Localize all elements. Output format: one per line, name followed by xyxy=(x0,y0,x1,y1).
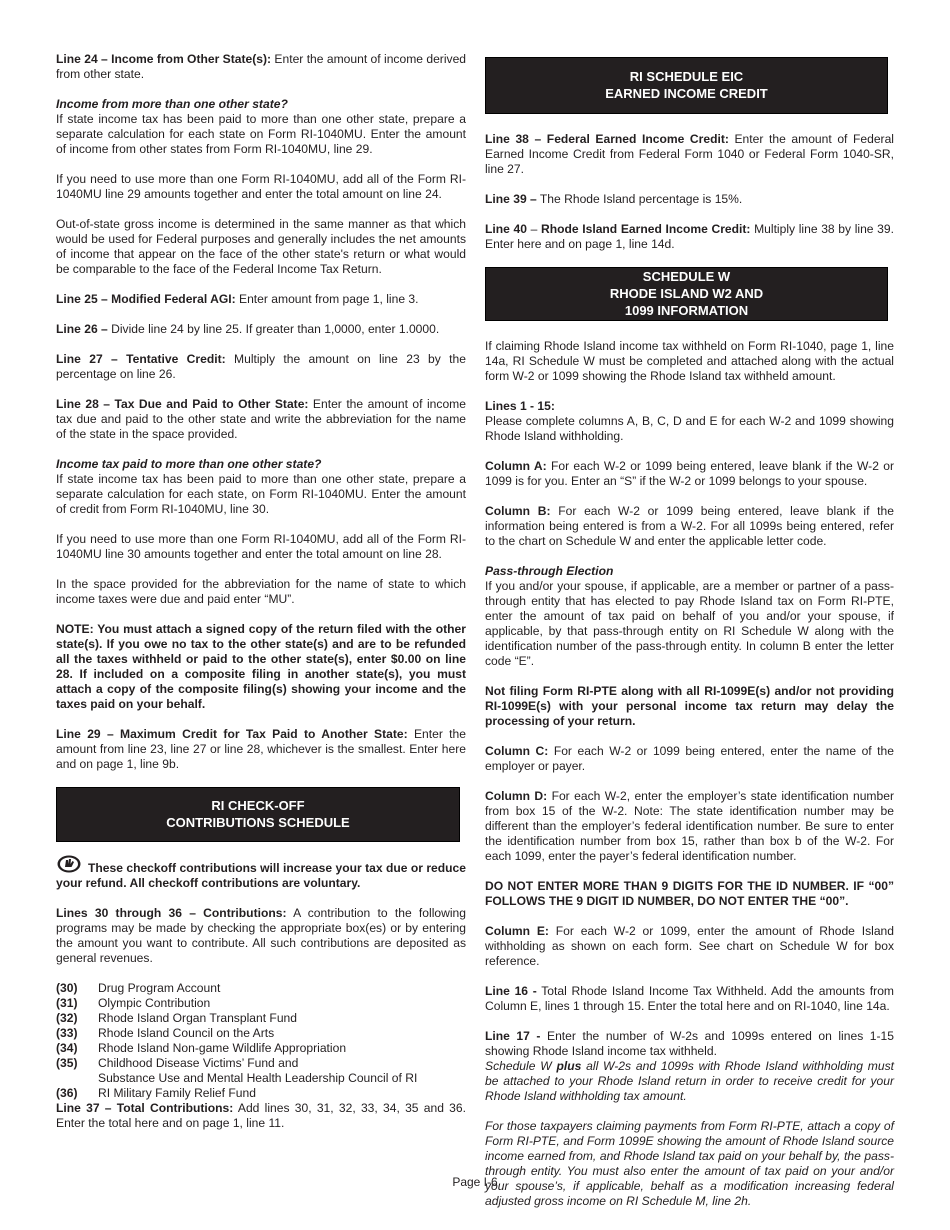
pte-warning-paragraph: Not filing Form RI-PTE along with all RI-1099E(s) and/or not providing RI-1099E(s) with your personal income tax return may delay the processing of your return. xyxy=(485,684,894,728)
list-item: (36) RI Military Family Relief Fund xyxy=(56,1086,256,1100)
line40-paragraph: Line 40 – Rhode Island Earned Income Credit: Multiply line 38 by line 39. Enter here and on page 1, line 14d. xyxy=(485,222,894,251)
list-item: (31) Olympic Contribution xyxy=(56,996,211,1010)
multi-form-line24-paragraph: If you need to use more than one Form RI-1040MU, add all of the Form RI-1040MU line 29 amounts together and enter the total amount on line 24. xyxy=(56,172,466,201)
note-paragraph: NOTE: You must attach a signed copy of the return filed with the other state(s). If you owe no tax to the other state(s) and are to be refunded all the taxes withheld or paid to the other state(s), enter $0.00 on line 28. If included on a composite filing in another state(s), you must attach a copy of the composite filing(s) showing your income and the taxes paid on your behalf. xyxy=(56,622,466,711)
list-item: (35) Childhood Disease Victims’ Fund and xyxy=(56,1056,299,1070)
contributions-list xyxy=(56,981,466,1101)
pass-through-paragraph: Pass-through Election If you and/or your spouse, if applicable, are a member or partner of a pass-through entity that has elected to pay Rhode Island tax on Form RI-PTE, enter the amount of tax paid on behalf of you and/or your spouse, if applicable, by that pass-through entity on RI Schedule W along with the identification number of the pass-through entity. In column B enter the letter code “E”. xyxy=(485,564,894,668)
line17-paragraph: Line 17 - Enter the number of W-2s and 1099s entered on lines 1-15 showing Rhode Island income tax withheld. Schedule W plus all W-2s and 1099s with Rhode Island withholding must be attached to your Rhode Island return in order to receive credit for your Rhode Island withholding tax amount. xyxy=(485,1029,894,1103)
line25-paragraph: Line 25 – Modified Federal AGI: Enter amount from page 1, line 3. xyxy=(56,292,419,306)
line24-paragraph: Line 24 – Income from Other State(s): Enter the amount of income derived from other state. xyxy=(56,52,467,81)
line26-paragraph: Line 26 – Divide line 24 by line 25. If greater than 1,0000, enter 1.0000. xyxy=(56,322,440,336)
line37-paragraph: Line 37 – Total Contributions: Add lines 30, 31, 32, 33, 34, 35 and 36. Enter the total here and on page 1, line 11. xyxy=(56,1101,466,1130)
warning-hand-icon xyxy=(56,854,82,874)
list-item: (30) Drug Program Account xyxy=(56,981,221,995)
page-number: Page I-6 xyxy=(452,1175,498,1189)
column-d-paragraph: Column D: For each W-2, enter the employer’s state identification number from box 15 of the W-2. Note: The state identification number may be different than the employer’s federal identification number. Be sure to enter the identification number from box 15, rather than box b of the W-2. For each 1099, enter the payer’s federal identification number. xyxy=(485,789,894,863)
line29-paragraph: Line 29 – Maximum Credit for Tax Paid to Another State: Enter the amount from line 23, line 27 or line 28, whichever is the smallest. Enter here and on page 1, line 9b. xyxy=(56,727,466,771)
column-c-paragraph: Column C: For each W-2 or 1099 being entered, enter the name of the employer or payer. xyxy=(485,744,894,773)
mu-paragraph: In the space provided for the abbreviation for the name of state to which income taxes were due and paid enter “MU”. xyxy=(56,577,466,606)
pte-note-paragraph: For those taxpayers claiming payments from Form RI-PTE, attach a copy of Form RI-PTE, and Form 1099E showing the amount of Rhode Island source income earned from, and Rhode Island tax paid on your behalf by, the pass-through entity. You must also enter the amount of tax paid on your and/or your spouse’s, if applicable, behalf as a modification increasing federal adjusted gross income on RI Schedule M, line 2h. xyxy=(485,1119,894,1208)
list-item: Substance Use and Mental Health Leadership Council of RI xyxy=(98,1071,418,1085)
line27-paragraph: Line 27 – Tentative Credit: Multiply the amount on line 23 by the percentage on line 26. xyxy=(56,352,466,381)
lines30-36-paragraph: Lines 30 through 36 – Contributions: A contribution to the following programs may be made by checking the appropriate box(es) or by entering the amount you want to contribute. All such contributions are deposited as general revenues. xyxy=(56,906,466,965)
line38-paragraph: Line 38 – Federal Earned Income Credit: Enter the amount of Federal Earned Income Credit from Federal Form 1040 or Federal Form 1040-SR, line 27. xyxy=(485,132,894,176)
line28-paragraph: Line 28 – Tax Due and Paid to Other State: Enter the amount of income tax due and paid to the other state and write the abbreviation for the name of the state in the space provided. xyxy=(56,397,466,441)
id-warning-paragraph: DO NOT ENTER MORE THAN 9 DIGITS FOR THE ID NUMBER. IF “00” FOLLOWS THE 9 DIGIT ID NUMBER, DO NOT ENTER THE “00”. xyxy=(485,879,894,908)
list-item: (33) Rhode Island Council on the Arts xyxy=(56,1026,275,1040)
left-column xyxy=(56,52,466,1146)
checkoff-banner: RI CHECK-OFF CONTRIBUTIONS SCHEDULE xyxy=(56,787,460,842)
list-item: (34) Rhode Island Non-game Wildlife Appropriation xyxy=(56,1041,347,1055)
column-b-paragraph: Column B: For each W-2 or 1099 being entered, leave blank if the information being entered is from a W-2. For all 1099s being entered, refer to the chart on Schedule W and enter the applicable letter code. xyxy=(485,504,894,548)
multi-form-line28-paragraph: If you need to use more than one Form RI-1040MU, add all of the Form RI-1040MU line 30 amounts together and enter the total amount on line 28. xyxy=(56,532,466,561)
column-e-paragraph: Column E: For each W-2 or 1099, enter the amount of Rhode Island withholding as shown on each form. See chart on Schedule W for box reference. xyxy=(485,924,894,968)
schedule-w-note: Schedule W plus all W-2s and 1099s with Rhode Island withholding must be attached to your Rhode Island return in order to receive credit for your Rhode Island withholding tax amount. xyxy=(485,1059,894,1103)
schedule-w-intro-paragraph: If claiming Rhode Island income tax withheld on Form RI-1040, page 1, line 14a, RI Schedule W must be completed and attached along with the actual form W-2 or 1099 showing the Rhode Island tax withheld amount. xyxy=(485,339,894,383)
right-column xyxy=(485,57,894,1224)
eic-banner: RI SCHEDULE EIC EARNED INCOME CREDIT xyxy=(485,57,888,114)
schedule-w-banner: SCHEDULE W RHODE ISLAND W2 AND 1099 INFORMATION xyxy=(485,267,888,321)
list-item: (32) Rhode Island Organ Transplant Fund xyxy=(56,1011,297,1025)
column-a-paragraph: Column A: For each W-2 or 1099 being entered, leave blank if the W-2 or 1099 is for you. Enter an “S” if the W-2 or 1099 belongs to your spouse. xyxy=(485,459,894,488)
more-state-tax-paragraph: Income tax paid to more than one other state? If state income tax has been paid to more than one other state, prepare a separate calculation for each state, on Form RI-1040MU. Enter the amount of credit from Form RI-1040MU, line 30. xyxy=(56,457,466,516)
checkoff-warning-paragraph: These checkoff contributions will increase your tax due or reduce your refund. All checkoff contributions are voluntary. xyxy=(56,854,466,891)
more-state-income-paragraph: Income from more than one other state? If state income tax has been paid to more than one other state, prepare a separate calculation for each state on Form RI-1040MU. Enter the amount of income from other states from Form RI-1040MU, line 29. xyxy=(56,97,466,156)
line16-paragraph: Line 16 - Total Rhode Island Income Tax Withheld. Add the amounts from Column E, lines 1 through 15. Enter the total here and on RI-1040, line 14a. xyxy=(485,984,894,1013)
out-of-state-income-paragraph: Out-of-state gross income is determined in the same manner as that which would be used for Federal purposes and generally includes the net amounts of income that appear on the face of the other state's return or what would be comparable to the face of the Federal Income Tax Return. xyxy=(56,217,466,276)
lines1-15-paragraph: Lines 1 - 15: Please complete columns A, B, C, D and E for each W-2 and 1099 showing Rhode Island withholding. xyxy=(485,399,894,443)
line39-paragraph: Line 39 – The Rhode Island percentage is 15%. xyxy=(485,192,743,206)
